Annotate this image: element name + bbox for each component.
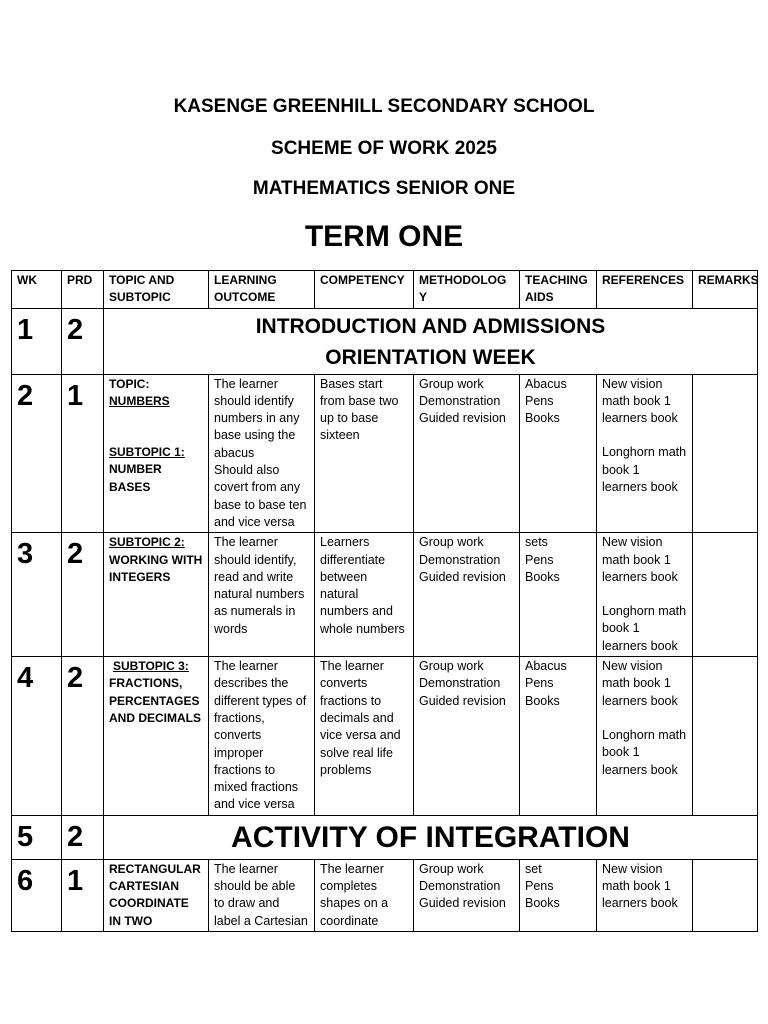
week-number: 3: [12, 533, 62, 657]
col-header-topic: TOPIC AND SUBTOPIC: [104, 271, 209, 309]
outcome-cell: The learner should be able to draw and label a Cartesian: [209, 859, 315, 931]
remarks-cell: [693, 859, 758, 931]
references-cell: [597, 374, 693, 533]
references-cell: [597, 533, 693, 657]
table-header-row: [12, 271, 758, 309]
table-row: [12, 859, 758, 931]
outcome-cell: The learner should identify, read and write natural numbers as numerals in words: [209, 533, 315, 657]
topic-label: TOPIC:: [109, 376, 150, 391]
period-number: 2: [62, 308, 104, 374]
scheme-title: SCHEME OF WORK 2025: [271, 138, 497, 159]
references-cell: [597, 859, 693, 931]
week-number: 4: [12, 657, 62, 816]
aids-cell: set Pens Books: [520, 859, 597, 931]
merged-note: [104, 308, 758, 374]
reference-1: New vision math book 1 learners book: [602, 535, 678, 584]
merged-note-line1: INTRODUCTION AND ADMISSIONS: [255, 314, 606, 338]
competency-cell: Bases start from base two up to base sixteen: [315, 374, 414, 533]
table-row: [12, 533, 758, 657]
topic-cell: [104, 657, 209, 816]
methodology-cell: Group work Demonstration Guided revision: [414, 657, 520, 816]
remarks-cell: [693, 657, 758, 816]
week-number: 5: [12, 815, 62, 859]
aids-cell: Abacus Pens Books: [520, 374, 597, 533]
topic-name: NUMBERS: [109, 393, 170, 408]
reference-2: Longhorn math book 1 learners book: [602, 445, 687, 495]
methodology-cell: Group work Demonstration Guided revision: [414, 374, 520, 533]
spacer: [602, 427, 687, 444]
period-number: 2: [62, 533, 104, 657]
col-header-wk: WK: [12, 271, 62, 309]
aids-cell: sets Pens Books: [520, 533, 597, 657]
reference-1: New vision math book 1 learners book: [602, 376, 678, 426]
competency-cell: Learners differentiate between natural numbers and whole numbers: [315, 533, 414, 657]
methodology-cell: Group work Demonstration Guided revision: [414, 859, 520, 931]
topic-cell: [104, 374, 209, 533]
week-number: 6: [12, 859, 62, 931]
spacer: [109, 410, 203, 444]
col-header-remarks: REMARKS: [693, 271, 758, 309]
subject-title: MATHEMATICS SENIOR ONE: [252, 178, 516, 199]
table-row: [12, 374, 758, 533]
outcome-cell: The learner should identify numbers in any base using the abacus Should also covert from any base to base ten and vice versa: [209, 374, 315, 533]
subtopic-name: WORKING WITH INTEGERS: [109, 552, 203, 584]
subtopic-name: NUMBER BASES: [109, 462, 162, 494]
reference-1: New vision math book 1 learners book: [602, 861, 678, 911]
col-header-references: REFERENCES: [597, 271, 693, 309]
week-number: 1: [12, 308, 62, 374]
competency-cell: The learner converts fractions to decimals and vice versa and solve real life problems: [315, 657, 414, 816]
competency-cell: The learner completes shapes on a coordinate: [315, 859, 414, 931]
spacer: [602, 586, 687, 603]
subtopic-label: SUBTOPIC 3:: [113, 659, 189, 674]
spacer: [602, 710, 687, 727]
topic-cell: [104, 533, 209, 657]
period-number: 2: [62, 657, 104, 816]
references-cell: [597, 657, 693, 816]
aids-cell: Abacus Pens Books: [520, 657, 597, 816]
col-header-aids: TEACHING AIDS: [520, 271, 597, 309]
period-number: 1: [62, 374, 104, 533]
outcome-cell: The learner describes the different types of fractions, converts improper fractions to mixed fractions and vice versa: [209, 657, 315, 816]
table-row: [12, 308, 758, 374]
period-number: 1: [62, 859, 104, 931]
subtopic-label: SUBTOPIC 2:: [109, 535, 185, 550]
reference-2: Longhorn math book 1 learners book: [602, 727, 687, 777]
week-number: 2: [12, 374, 62, 533]
table-row: [12, 815, 758, 859]
col-header-prd: PRD: [62, 271, 104, 309]
col-header-methodology: METHODOLOG Y: [414, 271, 520, 309]
school-name: KASENGE GREENHILL SECONDARY SCHOOL: [173, 96, 595, 117]
period-number: 2: [62, 815, 104, 859]
table-row: [12, 657, 758, 816]
col-header-competency: COMPETENCY: [315, 271, 414, 309]
methodology-cell: Group work Demonstration Guided revision: [414, 533, 520, 657]
reference-1: New vision math book 1 learners book: [602, 659, 678, 708]
remarks-cell: [693, 533, 758, 657]
subtopic-name: FRACTIONS, PERCENTAGES AND DECIMALS: [109, 676, 201, 725]
merged-note: ACTIVITY OF INTEGRATION: [104, 815, 758, 859]
term-title: TERM ONE: [304, 220, 464, 253]
subtopic-label: SUBTOPIC 1:: [109, 445, 185, 460]
topic-cell: RECTANGULAR CARTESIAN COORDINATE IN TWO: [104, 859, 209, 931]
reference-2: Longhorn math book 1 learners book: [602, 604, 687, 653]
remarks-cell: [693, 374, 758, 533]
col-header-outcome: LEARNING OUTCOME: [209, 271, 315, 309]
merged-note-line2: ORIENTATION WEEK: [325, 345, 536, 369]
scheme-table: [11, 270, 758, 932]
